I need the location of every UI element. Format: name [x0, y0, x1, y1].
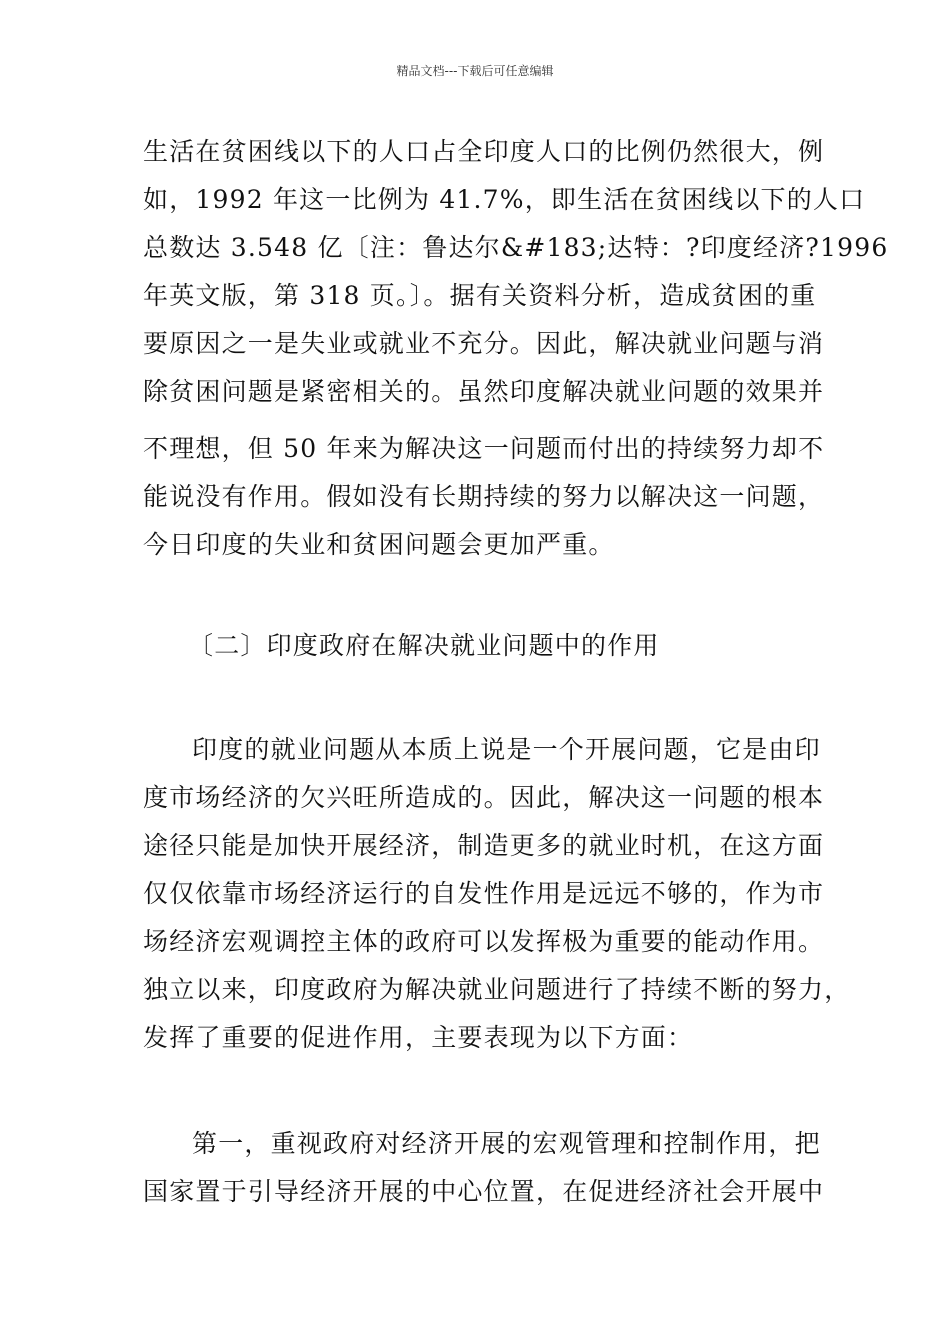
- paragraph-line: 发挥了重要的促进作用，主要表现为以下方面：: [143, 1023, 694, 1052]
- paragraph-line: 如，1992 年这一比例为 41.7%，即生活在贫困线以下的人口: [143, 185, 866, 214]
- paragraph-line: 除贫困问题是紧密相关的。虽然印度解决就业问题的效果并: [143, 377, 825, 406]
- paragraph-line: 不理想，但 50 年来为解决这一问题而付出的持续努力却不: [143, 434, 825, 463]
- paragraph-line: 国家置于引导经济开展的中心位置，在促进经济社会开展中: [143, 1177, 825, 1206]
- paragraph-line: 生活在贫困线以下的人口占全印度人口的比例仍然很大，例: [143, 137, 825, 166]
- paragraph-line: 度市场经济的欠兴旺所造成的。因此，解决这一问题的根本: [143, 783, 825, 812]
- paragraph-line: 能说没有作用。假如没有长期持续的努力以解决这一问题，: [143, 482, 825, 511]
- paragraph-line: 要原因之一是失业或就业不充分。因此，解决就业问题与消: [143, 329, 825, 358]
- paragraph-line: 总数达 3.548 亿〔注：鲁达尔&#183;达特：?印度经济?1996: [143, 233, 889, 262]
- paragraph-line: 独立以来，印度政府为解决就业问题进行了持续不断的努力，: [143, 975, 851, 1004]
- page-header: 精品文档---下载后可任意编辑: [396, 64, 554, 78]
- section-heading: 〔二〕印度政府在解决就业问题中的作用: [188, 631, 660, 660]
- paragraph-line: 年英文版，第 318 页。〕。据有关资料分析，造成贫困的重: [143, 281, 817, 310]
- paragraph-line: 今日印度的失业和贫困问题会更加严重。: [143, 530, 615, 559]
- paragraph-line: 印度的就业问题从本质上说是一个开展问题，它是由印: [192, 735, 821, 764]
- paragraph-line: 第一，重视政府对经济开展的宏观管理和控制作用，把: [192, 1129, 821, 1158]
- paragraph-line: 途径只能是加快开展经济，制造更多的就业时机，在这方面: [143, 831, 825, 860]
- paragraph-line: 仅仅依靠市场经济运行的自发性作用是远远不够的，作为市: [143, 879, 825, 908]
- paragraph-line: 场经济宏观调控主体的政府可以发挥极为重要的能动作用。: [143, 927, 825, 956]
